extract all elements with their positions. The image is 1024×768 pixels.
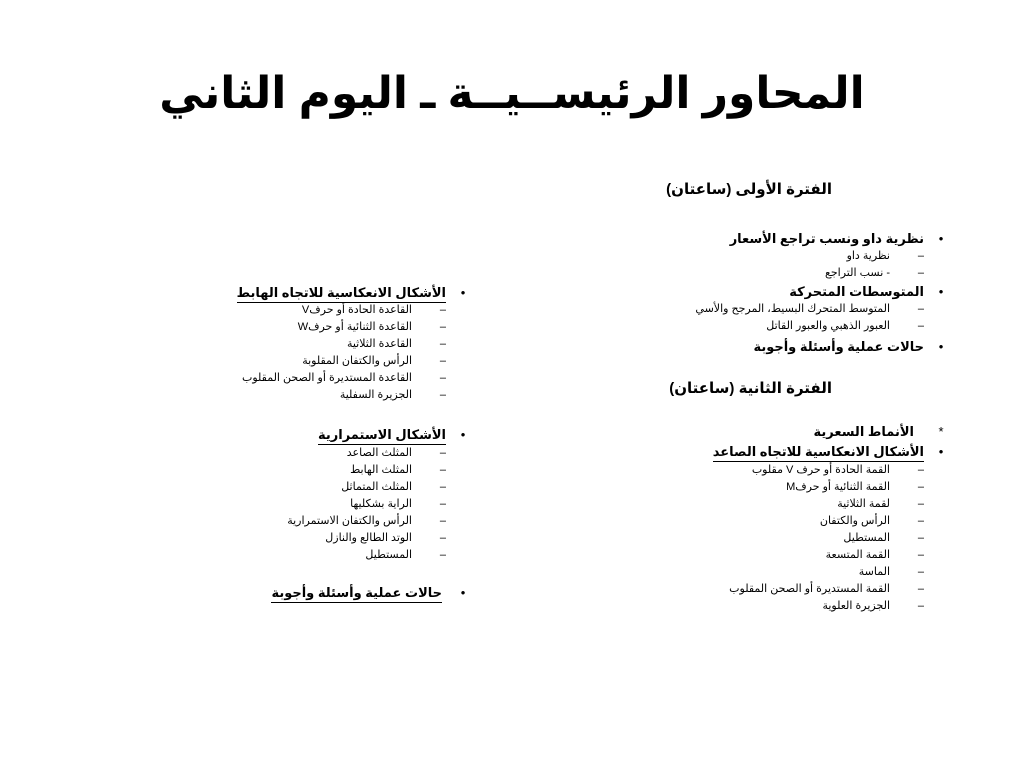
sub-item-label: القمة المتسعة xyxy=(825,549,890,561)
dash-icon: – xyxy=(439,464,446,476)
period2-title: الفترة الثانية (ساعتان) xyxy=(669,380,832,397)
dash-icon: – xyxy=(917,250,924,262)
sub-item-label: المثلث المتماثل xyxy=(341,481,412,493)
bullet-label: الأشكال الانعكاسية للاتجاه الهابط xyxy=(237,284,446,303)
bullet-icon: • xyxy=(938,444,944,459)
sub-item-label: الرأس والكتفان المقلوبة xyxy=(302,355,412,367)
dash-icon: – xyxy=(917,566,924,578)
bullet-label: نظرية داو ونسب تراجع الأسعار xyxy=(729,231,924,246)
bullet-label: الأنماط السعرية xyxy=(813,424,914,439)
sub-item-label: القمة الحادة أو حرف V مقلوب xyxy=(751,464,890,476)
star-icon: * xyxy=(938,424,944,439)
bullet-label: حالات عملية وأسئلة وأجوبة xyxy=(271,584,442,603)
sub-item-label: الراية بشكليها xyxy=(350,498,412,510)
sub-item-label: - نسب التراجع xyxy=(825,267,890,279)
dash-icon: – xyxy=(917,583,924,595)
bullet-icon: • xyxy=(938,231,944,246)
sub-item-label: القمة الثنائية أو حرفM xyxy=(786,481,890,493)
dash-icon: – xyxy=(917,481,924,493)
dash-icon: – xyxy=(917,303,924,315)
bullet-icon: • xyxy=(460,427,466,442)
sub-item-label: المثلث الهابط xyxy=(350,464,412,476)
dash-icon: – xyxy=(917,515,924,527)
dash-icon: – xyxy=(917,320,924,332)
dash-icon: – xyxy=(439,447,446,459)
sub-item-label: القاعدة الحادة أو حرفV xyxy=(301,304,412,316)
dash-icon: – xyxy=(917,532,924,544)
slide-title: المحاور الرئيســيــة ـ اليوم الثاني xyxy=(159,69,865,118)
dash-icon: – xyxy=(439,532,446,544)
sub-item-label: القاعدة الثنائية أو حرفW xyxy=(297,321,412,333)
sub-item-label: المتوسط المتحرك البسيط، المرجح والأسي xyxy=(695,303,890,315)
sub-item-label: المستطيل xyxy=(365,549,412,561)
dash-icon: – xyxy=(917,267,924,279)
dash-icon: – xyxy=(439,338,446,350)
dash-icon: – xyxy=(439,389,446,401)
dash-icon: – xyxy=(917,600,924,612)
sub-item-label: لقمة الثلاثية xyxy=(837,498,890,510)
dash-icon: – xyxy=(917,464,924,476)
bullet-icon: • xyxy=(938,339,944,354)
bullet-icon: • xyxy=(460,585,466,600)
dash-icon: – xyxy=(439,498,446,510)
sub-item-label: الجزيرة السفلية xyxy=(339,389,412,401)
sub-item-label: الجزيرة العلوية xyxy=(822,600,890,612)
sub-item-label: الماسة xyxy=(858,566,890,578)
sub-item-label: المستطيل xyxy=(843,532,890,544)
bullet-label: الأشكال الاستمرارية xyxy=(318,426,446,445)
sub-item-label: القاعدة الثلاثية xyxy=(346,338,412,350)
dash-icon: – xyxy=(439,372,446,384)
dash-icon: – xyxy=(439,549,446,561)
bullet-label: حالات عملية وأسئلة وأجوبة xyxy=(753,339,924,354)
dash-icon: – xyxy=(439,304,446,316)
bullet-icon: • xyxy=(938,284,944,299)
sub-item-label: المثلث الصاعد xyxy=(346,447,412,459)
bullet-icon: • xyxy=(460,285,466,300)
dash-icon: – xyxy=(439,321,446,333)
sub-item-label: الرأس والكتفان الاستمرارية xyxy=(287,515,412,527)
dash-icon: – xyxy=(917,498,924,510)
period1-title: الفترة الأولى (ساعتان) xyxy=(666,181,832,198)
sub-item-label: الوتد الطالع والنازل xyxy=(325,532,412,544)
sub-item-label: القاعدة المستديرة أو الصحن المقلوب xyxy=(241,372,412,384)
sub-item-label: القمة المستديرة أو الصحن المقلوب xyxy=(729,583,890,595)
sub-item-label: الرأس والكتفان xyxy=(819,515,890,527)
dash-icon: – xyxy=(439,481,446,493)
sub-item-label: العبور الذهبي والعبور القاتل xyxy=(766,320,890,332)
dash-icon: – xyxy=(917,549,924,561)
dash-icon: – xyxy=(439,515,446,527)
dash-icon: – xyxy=(439,355,446,367)
bullet-label: الأشكال الانعكاسية للاتجاه الصاعد xyxy=(713,443,924,462)
bullet-label: المتوسطات المتحركة xyxy=(789,284,924,299)
sub-item-label: نظرية داو xyxy=(846,250,890,262)
